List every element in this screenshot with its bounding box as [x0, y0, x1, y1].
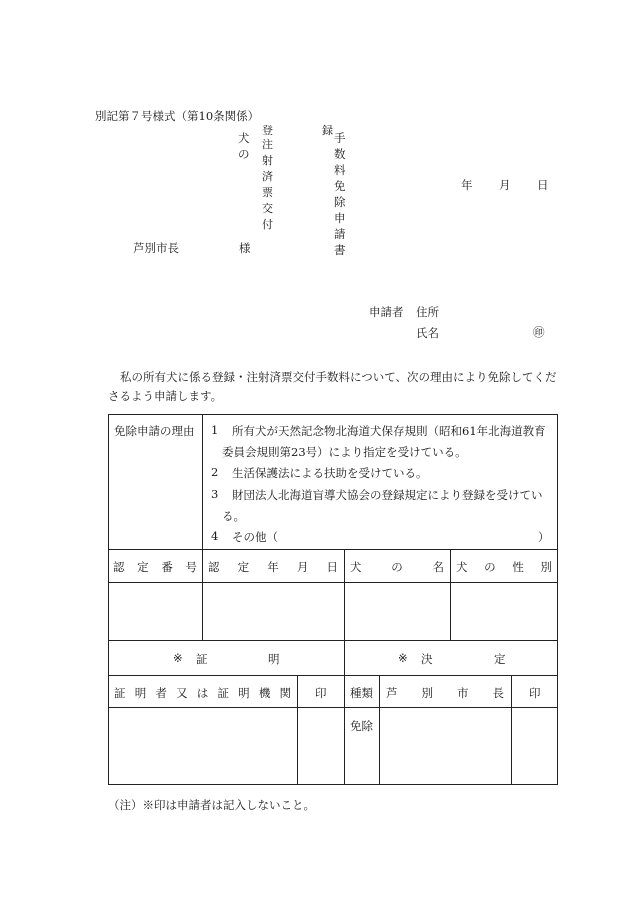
decision-char-1: 決 [421, 652, 433, 666]
certification-char-2: 明 [268, 652, 280, 666]
header-char: 号 [185, 560, 197, 574]
header-char: 又 [176, 686, 188, 700]
header-char: 日 [326, 560, 338, 574]
header-char: の [484, 560, 496, 574]
seal-header-2: 印 [529, 686, 541, 700]
address-label: 住所 [416, 305, 439, 319]
date-year: 年 [461, 178, 473, 192]
date-month: 月 [499, 178, 511, 192]
reason-2-text: 生活保護法による扶助を受けている。 [232, 466, 428, 480]
seal-header: 印 [315, 686, 327, 700]
header-cert-date [208, 559, 338, 575]
addressee-suffix: 様 [239, 241, 251, 255]
date-day: 日 [537, 178, 549, 192]
header-char: 芦 [386, 686, 398, 700]
header-char: 名 [432, 560, 444, 574]
title-stack-top-right: 録 [322, 124, 333, 137]
header-char: 者 [155, 686, 167, 700]
body-line-2: さるよう申請します。 [108, 389, 223, 403]
exemption-label: 免除 [350, 719, 373, 733]
header-char: 定 [237, 560, 250, 574]
footnote: （注）※印は申請者は記入しないこと。 [108, 798, 315, 812]
header-char: 認 [208, 560, 220, 574]
name-label: 氏名 [416, 326, 439, 340]
reason-header: 免除申請の理由 [114, 424, 195, 438]
title-prefix: 犬の [238, 131, 250, 161]
body-line-1: 私の所有犬に係る登録・注射済票交付手数料について、次の理由により免除してくだ [120, 370, 557, 384]
header-char: 市 [457, 686, 469, 700]
decision-mark: ※ [398, 651, 408, 665]
header-char: 番 [161, 560, 173, 574]
reason-4-text: その他（ [232, 530, 278, 544]
header-dog-sex [456, 559, 552, 575]
header-char: 認 [113, 560, 125, 574]
header-char: 明 [134, 686, 147, 700]
reason-1-line-2: 委員会規則第23号）により指定を受けている。 [222, 445, 467, 459]
title-stack-bottom: 注射済票交付 [262, 138, 273, 231]
header-char: 機 [258, 686, 271, 700]
header-char: 犬 [456, 560, 468, 574]
header-char: 犬 [350, 560, 362, 574]
header-char: は [196, 686, 209, 700]
title-suffix: 手数料免除申請書 [334, 131, 346, 257]
addressee: 芦別市長 [133, 241, 179, 255]
header-char: 長 [492, 686, 504, 700]
reason-2-number: 2 [211, 465, 219, 479]
header-cert-number [113, 559, 197, 575]
reason-3-number: 3 [211, 487, 219, 501]
certifier-header [114, 685, 291, 701]
reason-1-number: 1 [211, 423, 219, 437]
header-char: 年 [267, 560, 279, 574]
certification-char-1: 証 [196, 652, 208, 666]
applicant-label: 申請者 [369, 305, 404, 319]
header-char: 別 [540, 560, 552, 574]
reason-4-close: ） [538, 530, 550, 544]
header-char: 別 [421, 686, 433, 700]
mayor-header [386, 685, 504, 701]
header-char: 定 [137, 560, 149, 574]
header-dog-name [350, 559, 444, 575]
certification-mark: ※ [173, 651, 183, 665]
form-number-label: 別記第７号様式（第10条関係） [95, 109, 260, 123]
decision-char-2: 定 [494, 652, 506, 666]
header-char: 性 [512, 560, 524, 574]
header-char: の [391, 560, 403, 574]
header-char: 月 [296, 560, 309, 574]
type-label: 種類 [350, 686, 373, 700]
seal-mark: ㊞ [533, 325, 545, 339]
header-char: 明 [238, 686, 250, 700]
header-char: 証 [114, 686, 126, 700]
header-char: 証 [217, 686, 229, 700]
title-stack-top-left: 登 [262, 124, 273, 137]
reason-4-number: 4 [211, 529, 219, 543]
reason-3-line-1: 財団法人北海道盲導犬協会の登録規定により登録を受けてい [232, 488, 543, 502]
reason-3-line-2: る。 [222, 509, 245, 523]
header-char: 関 [279, 686, 291, 700]
reason-1-line-1: 所有犬が天然記念物北海道犬保存規則（昭和61年北海道教育 [232, 424, 546, 438]
